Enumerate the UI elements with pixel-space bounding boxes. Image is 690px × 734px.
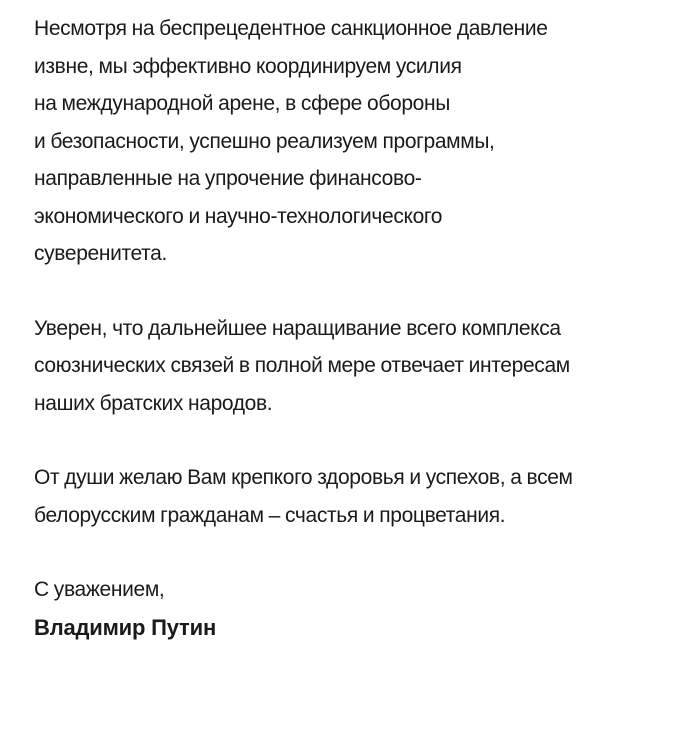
- text-line: и безопасности, успешно реализуем программы,: [34, 129, 495, 153]
- paragraph-wishes: [34, 459, 674, 534]
- text-line: союзнических связей в полной мере отвечает интересам: [34, 354, 570, 377]
- text-line: направленные на упрочение финансово-: [34, 167, 422, 190]
- text-line: суверенитета.: [34, 242, 167, 265]
- text-line: на международной арене, в сфере обороны: [34, 92, 450, 115]
- text-line: извне, мы эффективно координируем усилия: [34, 54, 462, 78]
- text-line: Несмотря на беспрецедентное санкционное давление: [34, 17, 548, 40]
- paragraph-alliance: [34, 310, 674, 423]
- signature-name: Владимир Путин: [34, 614, 217, 640]
- text-line: наших братских народов.: [34, 391, 273, 415]
- closing-salutation: С уважением,: [34, 578, 165, 601]
- text-line: От души желаю Вам крепкого здоровья и успехов, а всем: [34, 466, 573, 489]
- text-line: экономического и научно-технологического: [34, 204, 443, 228]
- paragraph-sanctions: [34, 10, 674, 273]
- text-line: белорусским гражданам – счастья и процветания.: [34, 503, 506, 527]
- text-line: Уверен, что дальнейшее наращивание всего комплекса: [34, 316, 561, 340]
- letter-body: [34, 10, 674, 646]
